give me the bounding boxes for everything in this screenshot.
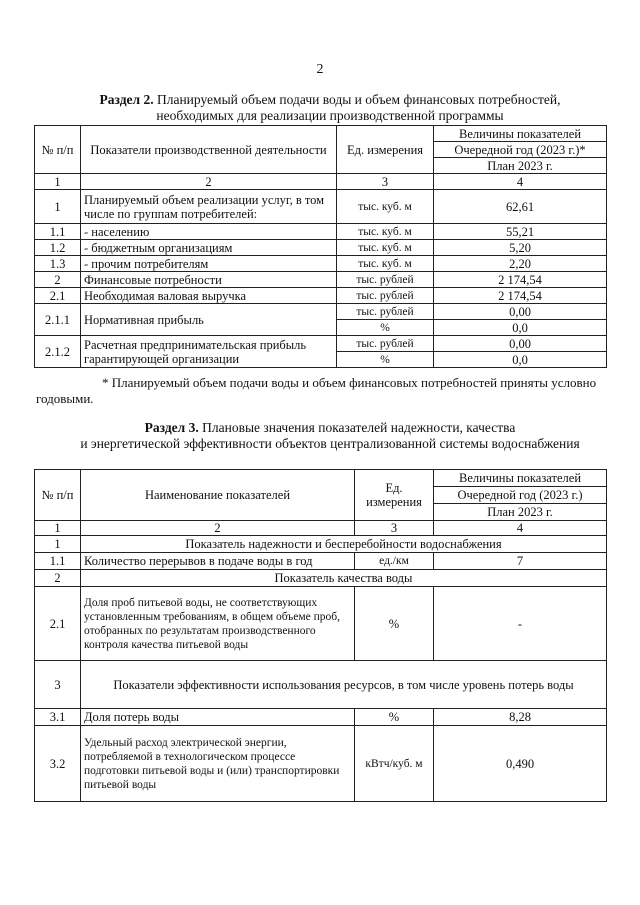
- row-num: 1.1: [35, 553, 81, 570]
- row-unit: тыс. рублей: [337, 336, 434, 352]
- header-num: № п/п: [35, 470, 81, 521]
- table-row: [35, 570, 607, 587]
- col-number: 4: [434, 521, 607, 536]
- section3-title-line1: Плановые значения показателей надежности, качества: [202, 420, 516, 435]
- table-row: [35, 553, 607, 570]
- row-value: 0,0: [434, 320, 607, 336]
- row-unit: тыс. куб. м: [337, 224, 434, 240]
- section3-title: [60, 420, 600, 452]
- header-unit: Ед. измерения: [355, 470, 434, 521]
- header-num: № п/п: [35, 126, 81, 174]
- row-value: 0,00: [434, 336, 607, 352]
- col-number: 2: [81, 174, 337, 190]
- table-row: [35, 224, 607, 240]
- col-number: 3: [337, 174, 434, 190]
- row-unit: %: [355, 709, 434, 726]
- row-unit: тыс. рублей: [337, 288, 434, 304]
- row-name: Расчетная предпринимательская прибыль гарантирующей организации: [81, 336, 337, 368]
- header-plan: План 2023 г.: [434, 158, 607, 174]
- row-value: 5,20: [434, 240, 607, 256]
- header-indicator: Показатели производственной деятельности: [81, 126, 337, 174]
- row-num: 1.3: [35, 256, 81, 272]
- row-value: 0,0: [434, 352, 607, 368]
- section3-table: [34, 469, 607, 802]
- table-row: [35, 709, 607, 726]
- row-num: 1: [35, 536, 81, 553]
- row-value: 0,490: [434, 726, 607, 802]
- row-num: 1.2: [35, 240, 81, 256]
- header-plan: План 2023 г.: [434, 504, 607, 521]
- row-value: 8,28: [434, 709, 607, 726]
- table-row: [35, 661, 607, 709]
- row-num: 1: [35, 190, 81, 224]
- table-row: [35, 336, 607, 352]
- section2-title-line2: необходимых для реализации производственной программы: [156, 108, 504, 123]
- row-unit: ед./км: [355, 553, 434, 570]
- row-name: Необходимая валовая выручка: [81, 288, 337, 304]
- table-row: [35, 536, 607, 553]
- section2-title: [60, 92, 600, 124]
- row-name: - бюджетным организациям: [81, 240, 337, 256]
- row-unit: %: [337, 352, 434, 368]
- section2-title-line1: Планируемый объем подачи воды и объем финансовых потребностей,: [156, 92, 561, 107]
- row-name: Нормативная прибыль: [81, 304, 337, 336]
- col-number: 1: [35, 521, 81, 536]
- row-value: 2 174,54: [434, 288, 607, 304]
- header-values: Величины показателей: [434, 470, 607, 487]
- col-number: 1: [35, 174, 81, 190]
- row-value: 7: [434, 553, 607, 570]
- row-unit: тыс. куб. м: [337, 240, 434, 256]
- col-number: 3: [355, 521, 434, 536]
- header-next-year: Очередной год (2023 г.)*: [434, 142, 607, 158]
- row-num: 2.1.1: [35, 304, 81, 336]
- table-row: [35, 190, 607, 224]
- table-row: [35, 304, 607, 320]
- row-num: 2.1: [35, 288, 81, 304]
- row-unit: кВтч/куб. м: [355, 726, 434, 802]
- row-name: - населению: [81, 224, 337, 240]
- row-value: 2,20: [434, 256, 607, 272]
- col-number: 2: [81, 521, 355, 536]
- row-unit: тыс. рублей: [337, 304, 434, 320]
- row-unit: тыс. куб. м: [337, 256, 434, 272]
- row-name: Доля проб питьевой воды, не соответствующих установленным требованиям, в общем объеме проб, отобранных по результатам производственного контроля качества питьевой воды: [81, 587, 355, 661]
- row-name: - прочим потребителям: [81, 256, 337, 272]
- table-row: [35, 256, 607, 272]
- row-value: 62,61: [434, 190, 607, 224]
- group-title: Показатель надежности и бесперебойности водоснабжения: [81, 536, 607, 553]
- row-value: 2 174,54: [434, 272, 607, 288]
- col-number: 4: [434, 174, 607, 190]
- row-num: 2: [35, 272, 81, 288]
- page-number: 2: [316, 62, 324, 77]
- row-name: Планируемый объем реализации услуг, в том числе по группам потребителей:: [81, 190, 337, 224]
- section2-table: [34, 125, 607, 368]
- header-indicator: Наименование показателей: [81, 470, 355, 521]
- row-unit: %: [355, 587, 434, 661]
- section2-title-bold: Раздел 2.: [99, 92, 154, 107]
- row-name: Финансовые потребности: [81, 272, 337, 288]
- header-unit: Ед. измерения: [337, 126, 434, 174]
- group-title: Показатель качества воды: [81, 570, 607, 587]
- row-value: 55,21: [434, 224, 607, 240]
- section2-footnote: * Планируемый объем подачи воды и объем финансовых потребностей приняты условно годовыми.: [36, 375, 597, 406]
- row-unit: тыс. куб. м: [337, 190, 434, 224]
- row-num: 3.2: [35, 726, 81, 802]
- row-value: -: [434, 587, 607, 661]
- header-next-year: Очередной год (2023 г.): [434, 487, 607, 504]
- row-value: 0,00: [434, 304, 607, 320]
- row-num: 1.1: [35, 224, 81, 240]
- row-num: 3.1: [35, 709, 81, 726]
- table-row: [35, 272, 607, 288]
- row-name: Доля потерь воды: [81, 709, 355, 726]
- section3-title-bold: Раздел 3.: [144, 420, 199, 435]
- row-num: 2.1.2: [35, 336, 81, 368]
- table-row: [35, 240, 607, 256]
- row-num: 2.1: [35, 587, 81, 661]
- row-num: 3: [35, 661, 81, 709]
- header-values: Величины показателей: [434, 126, 607, 142]
- group-title: Показатели эффективности использования ресурсов, в том числе уровень потерь воды: [81, 661, 607, 709]
- table-row: [35, 288, 607, 304]
- row-unit: %: [337, 320, 434, 336]
- table-row: [35, 587, 607, 661]
- row-name: Количество перерывов в подаче воды в год: [81, 553, 355, 570]
- section3-title-line2: и энергетической эффективности объектов централизованной системы водоснабжения: [80, 436, 580, 451]
- row-num: 2: [35, 570, 81, 587]
- row-unit: тыс. рублей: [337, 272, 434, 288]
- table-row: [35, 726, 607, 802]
- row-name: Удельный расход электрической энергии, потребляемой в технологическом процессе подготовки питьевой воды и (или) транспортировки питьевой воды: [81, 726, 355, 802]
